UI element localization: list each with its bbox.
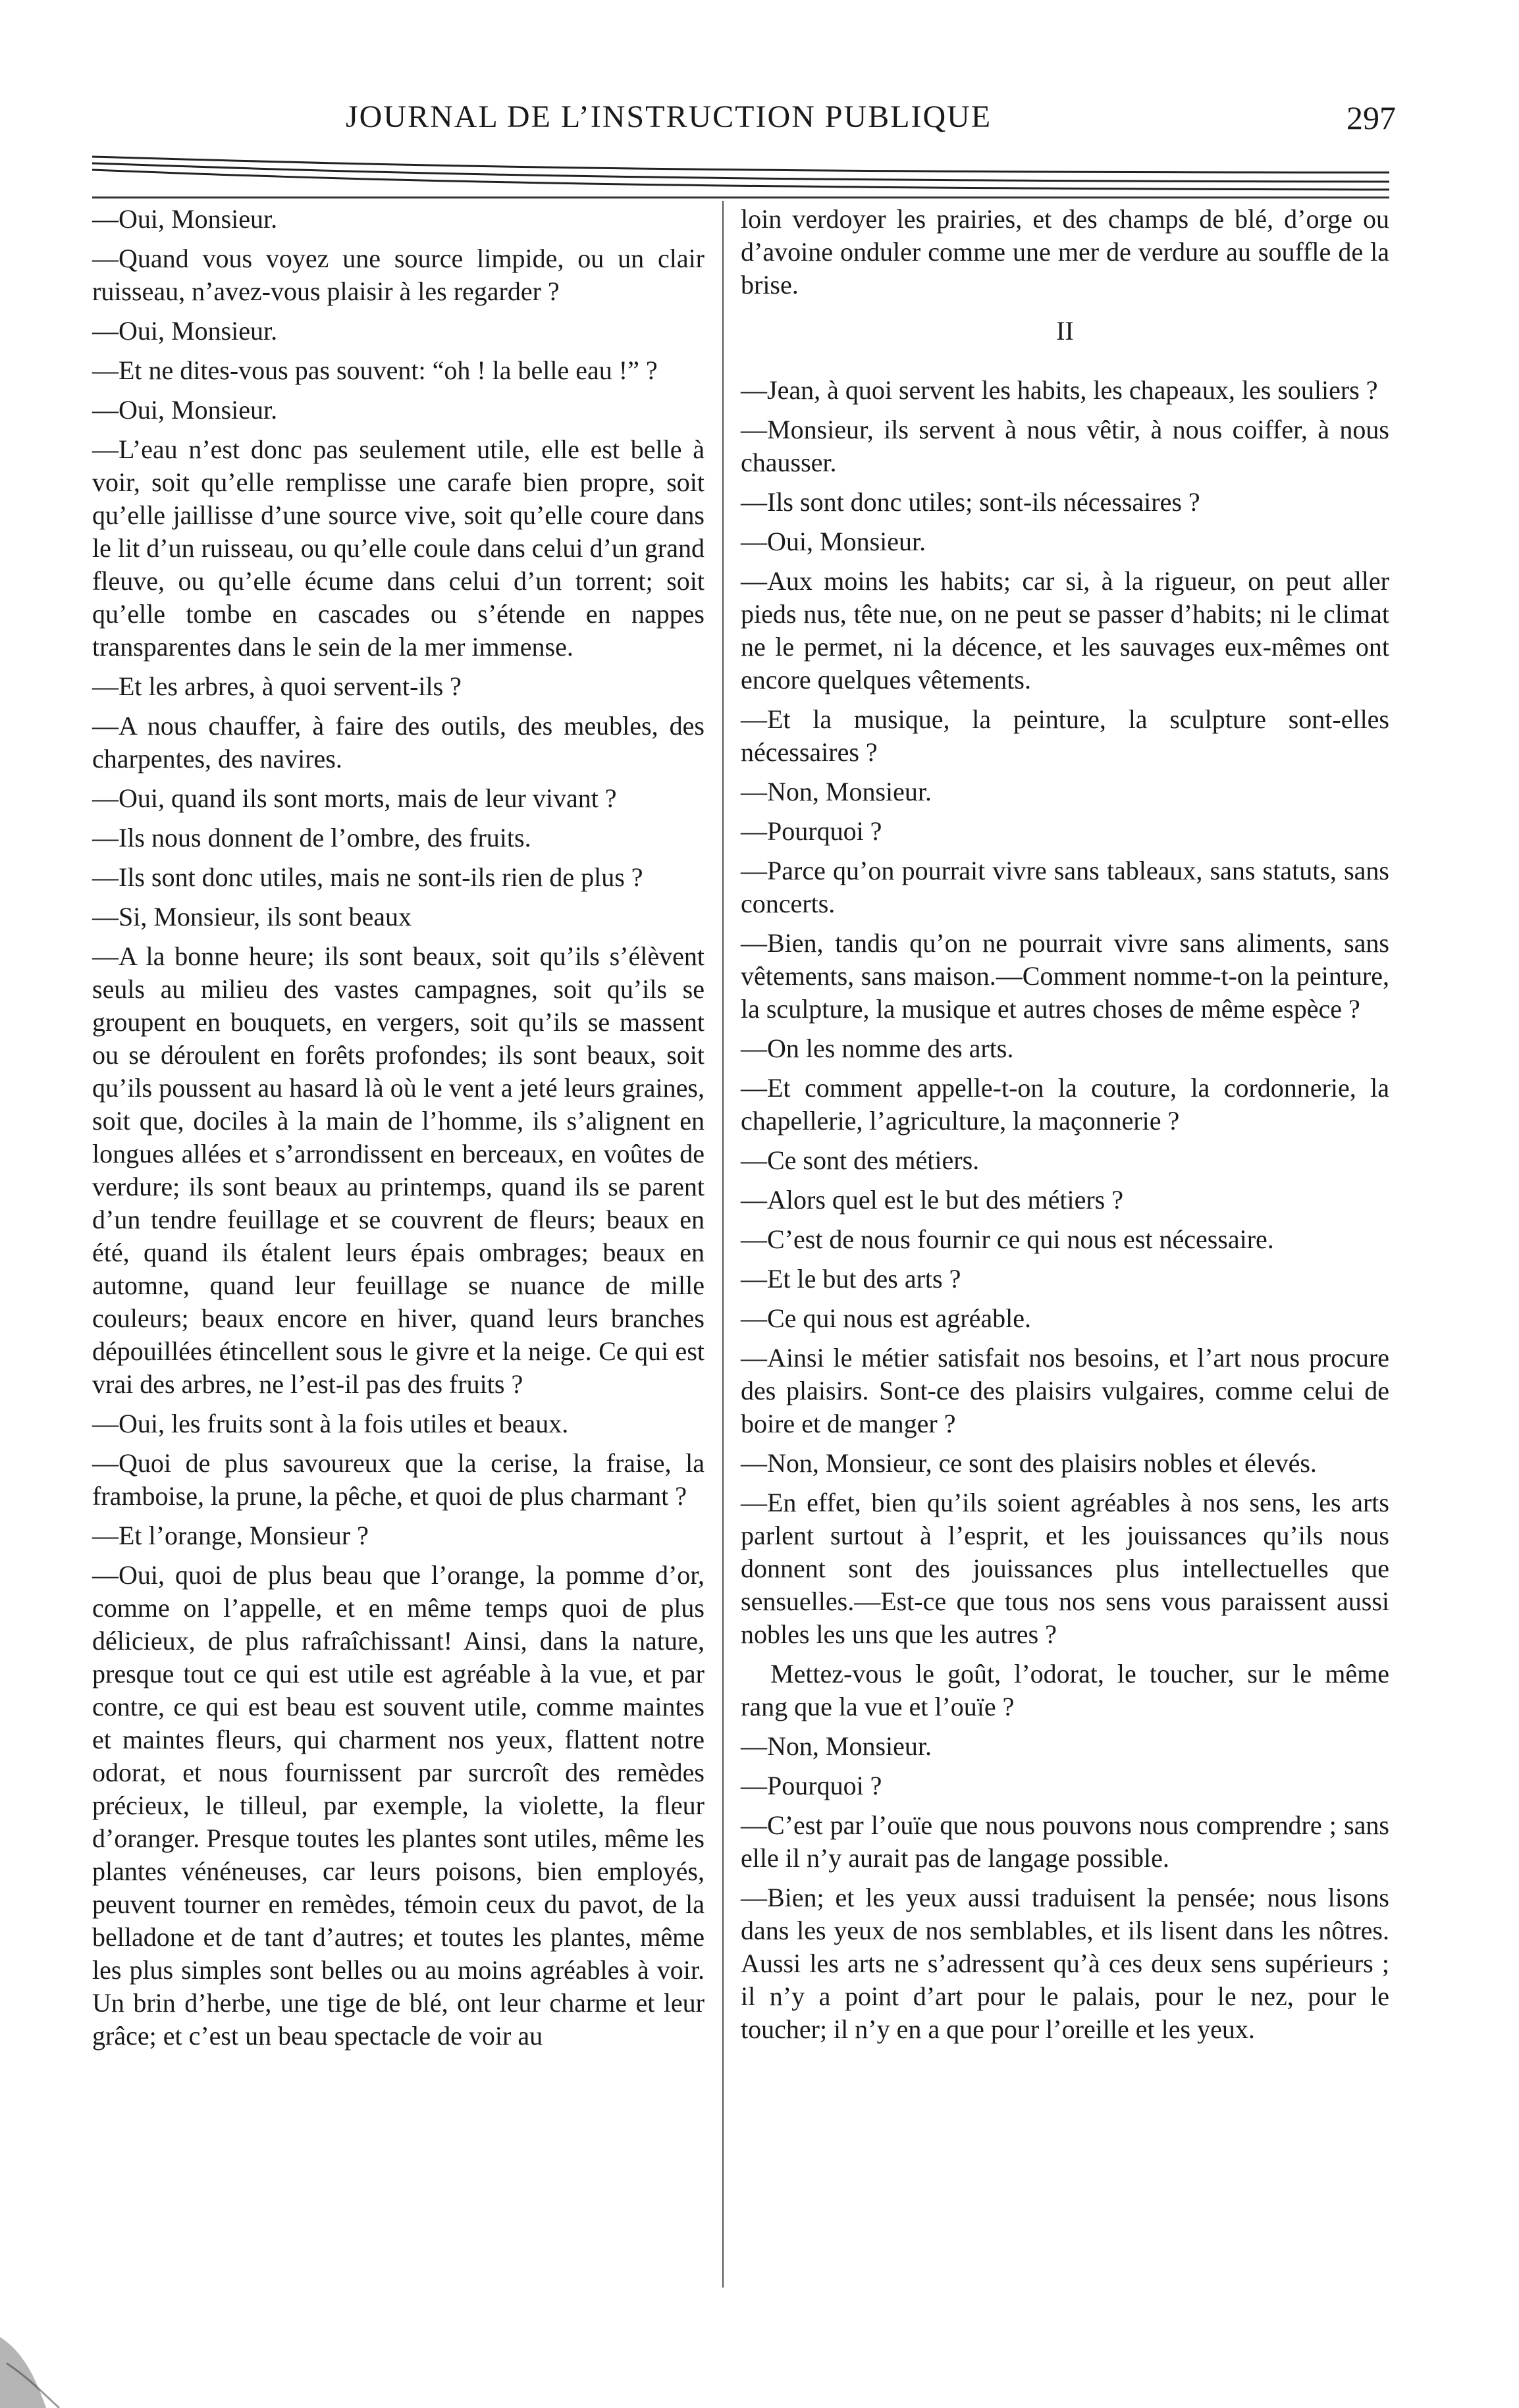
paragraph: —Oui, quoi de plus beau que l’orange, la pomme d’or, comme on l’appelle, et en même temps quoi de plus délicieux, de plus rafraîchissant! Ainsi, dans la nature, presque tout ce qui est utile est agréable à la vue, et par contre, ce qui est beau est souvent utile, comme maintes et maintes fleurs, qui charment nos yeux, flattent notre odorat, et nous fournissent par surcroît des remèdes précieux, le tilleul, par exemple, la violette, la fleur d’oranger. Presque toutes les plantes sont utiles, même les plantes vénéneuses, car leurs poisons, bien employés, peuvent tourner en remèdes, témoin ceux du pavot, de la belladone et de tant d’autres; et toutes les plantes, même les plus simples sont belles ou au moins agréables à voir. Un brin d’herbe, une tige de blé, ont leur charme et leur grâce; et c’est un beau spectacle de voir au bbox=[92, 1560, 705, 2051]
paragraph: —Ils sont donc utiles, mais ne sont-ils rien de plus ? bbox=[92, 862, 643, 892]
paragraph: —Bien; et les yeux aussi traduisent la pensée; nous lisons dans les yeux de nos semblables, et ils lisent dans les nôtres. Aussi les arts ne s’adressent qu’à ces deux sens supérieurs ; il n’y a point d’art pour le palais, pour le nez, pour le toucher; il n’y en a que pour l’oreille et les yeux. bbox=[741, 1883, 1389, 2044]
paragraph: —Ils nous donnent de l’ombre, des fruits. bbox=[92, 823, 531, 852]
column-divider bbox=[722, 201, 724, 2288]
paragraph: —Oui, Monsieur. bbox=[92, 316, 278, 346]
paragraph: —Alors quel est le but des métiers ? bbox=[741, 1185, 1123, 1215]
paragraph: —Non, Monsieur. bbox=[741, 777, 932, 806]
paragraph: —Oui, les fruits sont à la fois utiles et beaux. bbox=[92, 1409, 569, 1438]
paragraph: —On les nomme des arts. bbox=[741, 1034, 1014, 1063]
paragraph: —Et l’orange, Monsieur ? bbox=[92, 1521, 369, 1550]
paragraph: —Jean, à quoi servent les habits, les chapeaux, les souliers ? bbox=[741, 375, 1378, 405]
paragraph: loin verdoyer les prairies, et des champs de blé, d’orge ou d’avoine onduler comme une mer de verdure au souffle de la brise. bbox=[741, 204, 1389, 300]
paragraph: —Monsieur, ils servent à nous vêtir, à nous coiffer, à nous chausser. bbox=[741, 415, 1389, 477]
paragraph: —Pourquoi ? bbox=[741, 1771, 882, 1800]
paragraph: —Non, Monsieur. bbox=[741, 1731, 932, 1761]
page-number: 297 bbox=[1346, 99, 1396, 136]
paragraph: —Et la musique, la peinture, la sculpture sont-elles nécessaires ? bbox=[741, 704, 1389, 767]
paragraph: —Aux moins les habits; car si, à la rigueur, on peut aller pieds nus, tête nue, on ne peut se passer d’habits; ni le climat ne le permet, ni la décence, et les sauvages eux-mêmes ont encore quelques vêtements. bbox=[741, 566, 1389, 694]
journal-title: JOURNAL DE L’INSTRUCTION PUBLIQUE bbox=[346, 99, 992, 134]
paragraph: —C’est par l’ouïe que nous pouvons nous comprendre ; sans elle il n’y aurait pas de langage possible. bbox=[741, 1810, 1389, 1873]
paragraph: —Bien, tandis qu’on ne pourrait vivre sans aliments, sans vêtements, sans maison.—Comment nomme-t-on la peinture, la sculpture, la musique et autres choses de même espèce ? bbox=[741, 928, 1389, 1024]
paragraph: —Ils sont donc utiles; sont-ils nécessaires ? bbox=[741, 487, 1200, 517]
paragraph: Mettez-vous le goût, l’odorat, le toucher, sur le même rang que la vue et l’ouïe ? bbox=[741, 1659, 1389, 1721]
right-column bbox=[741, 203, 1389, 2309]
paragraph: —Oui, quand ils sont morts, mais de leur vivant ? bbox=[92, 783, 617, 813]
paragraph: —Oui, Monsieur. bbox=[92, 204, 278, 234]
paragraph: —A nous chauffer, à faire des outils, des meubles, des charpentes, des navires. bbox=[92, 711, 705, 773]
paragraph: —C’est de nous fournir ce qui nous est nécessaire. bbox=[741, 1224, 1274, 1254]
paragraph: —En effet, bien qu’ils soient agréables à nos sens, les arts parlent surtout à l’esprit, et les jouissances qu’ils nous donnent sont des jouissances plus intellectuelles que sensuelles.—Est-ce que tous nos sens vous paraissent aussi nobles les uns que les autres ? bbox=[741, 1488, 1389, 1649]
paragraph: —Oui, Monsieur. bbox=[92, 395, 278, 425]
paragraph: —Et les arbres, à quoi servent-ils ? bbox=[92, 671, 462, 701]
paragraph: —Et comment appelle-t-on la couture, la cordonnerie, la chapellerie, l’agriculture, la maçonnerie ? bbox=[741, 1073, 1389, 1136]
paragraph: —Quoi de plus savoureux que la cerise, la fraise, la framboise, la prune, la pêche, et quoi de plus charmant ? bbox=[92, 1448, 705, 1511]
paragraph: —Ce qui nous est agréable. bbox=[741, 1303, 1031, 1333]
left-column bbox=[92, 203, 705, 2309]
page-corner-smudge bbox=[0, 2297, 119, 2408]
header-rules bbox=[0, 0, 1519, 211]
paragraph: —Et ne dites-vous pas souvent: “oh ! la belle eau !” ? bbox=[92, 355, 658, 385]
paragraph: —Si, Monsieur, ils sont beaux bbox=[92, 902, 412, 931]
paragraph: —Oui, Monsieur. bbox=[741, 527, 926, 556]
section-heading: II bbox=[1056, 316, 1074, 346]
paragraph: —Ce sont des métiers. bbox=[741, 1145, 980, 1175]
paragraph: —Pourquoi ? bbox=[741, 816, 882, 846]
paragraph: —L’eau n’est donc pas seulement utile, elle est belle à voir, soit qu’elle remplisse une carafe bien propre, soit qu’elle jaillisse d’une source vive, soit qu’elle coure dans le lit d’un ruisseau, ou qu’elle coule dans celui d’un grand fleuve, ou qu’elle écume dans celui d’un torrent; soit qu’elle tombe en cascades ou s’étende en nappes transparentes dans le sein de la mer immense. bbox=[92, 434, 705, 662]
paragraph: —A la bonne heure; ils sont beaux, soit qu’ils s’élèvent seuls au milieu des vastes campagnes, soit qu’ils se groupent en bouquets, en vergers, soit qu’ils se massent ou se déroulent en forêts profondes; ils sont beaux, soit qu’ils poussent au hasard là où le vent a jeté leurs graines, soit que, dociles à la main de l’homme, ils s’alignent en longues allées et s’arrondissent en berceaux, en voûtes de verdure; ils sont beaux au printemps, quand ils se parent d’un tendre feuillage et se couvrent de fleurs; beaux en été, quand ils étalent leurs épais ombrages; beaux en automne, quand leur feuillage se nuance de mille couleurs; beaux encore en hiver, quand leurs branches dépouillées étincellent sous le givre et la neige. Ce qui est vrai des arbres, ne l’est-il pas des fruits ? bbox=[92, 941, 705, 1399]
paragraph: —Ainsi le métier satisfait nos besoins, et l’art nous procure des plaisirs. Sont-ce des plaisirs vulgaires, comme celui de boire et de manger ? bbox=[741, 1343, 1389, 1438]
paragraph: —Quand vous voyez une source limpide, ou un clair ruisseau, n’avez-vous plaisir à les regarder ? bbox=[92, 244, 705, 306]
paragraph: —Parce qu’on pourrait vivre sans tableaux, sans statuts, sans concerts. bbox=[741, 856, 1389, 918]
paragraph: —Non, Monsieur, ce sont des plaisirs nobles et élevés. bbox=[741, 1448, 1317, 1478]
paragraph: —Et le but des arts ? bbox=[741, 1264, 961, 1294]
